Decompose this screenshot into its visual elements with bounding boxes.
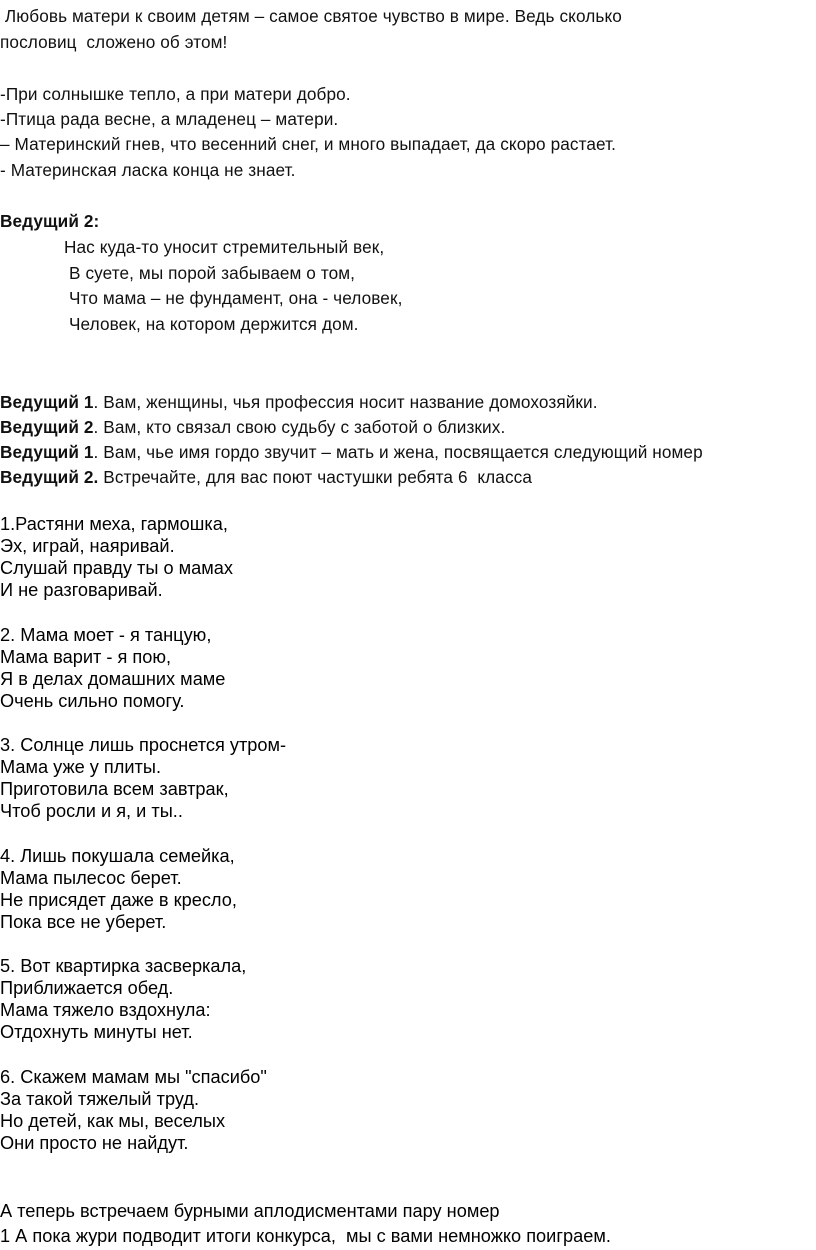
dialogue-text: Встречайте, для вас поют частушки ребята 6 класса	[98, 467, 533, 487]
proverb-line: – Материнский гнев, что весенний снег, и много выпадает, да скоро растает.	[0, 134, 617, 154]
dialogue-line	[0, 391, 598, 413]
verse-line: Мама пылесос берет.	[0, 868, 182, 888]
poem-line: В суете, мы порой забываем о том,	[69, 263, 356, 283]
proverb-line: -При солнышке тепло, а при матери добро.	[0, 84, 351, 104]
verse-line: Не присядет даже в кресло,	[0, 890, 237, 910]
poem-line: Что мама – не фундамент, она - человек,	[69, 288, 403, 308]
verse-line: Слушай правду ты о мамах	[0, 558, 234, 578]
host2-heading	[0, 210, 99, 232]
verse-line: Отдохнуть минуты нет.	[0, 1022, 193, 1042]
poem-line: Человек, на котором держится дом.	[69, 314, 359, 334]
verse-line: Мама уже у плиты.	[0, 757, 161, 777]
outro-line: 1 А пока жури подводит итоги конкурса, мы с вами немножко поиграем.	[0, 1226, 611, 1246]
verse-line: Очень сильно помогу.	[0, 691, 185, 711]
speaker-label: Ведущий 1	[0, 392, 94, 412]
verse-line: Эх, играй, наяривай.	[0, 536, 175, 556]
dialogue-text: . Вам, кто связал свою судьбу с заботой о близких.	[93, 417, 506, 437]
proverb-line: - Материнская ласка конца не знает.	[0, 160, 296, 180]
dialogue-text: . Вам, чье имя гордо звучит – мать и жена, посвящается следующий номер	[93, 442, 703, 462]
verse-line: Приближается обед.	[0, 978, 174, 998]
dialogue-line	[0, 416, 505, 438]
verse-line: 1.Растяни меха, гармошка,	[0, 514, 228, 534]
verse-line: Но детей, как мы, веселых	[0, 1111, 226, 1131]
verse-line: 4. Лишь покушала семейка,	[0, 846, 235, 866]
verse-line: Мама варит - я пою,	[0, 647, 172, 667]
proverb-line: -Птица рада весне, а младенец – матери.	[0, 109, 339, 129]
intro-line: Любовь матери к своим детям – самое святое чувство в мире. Ведь сколько	[0, 6, 622, 26]
outro-line: А теперь встречаем бурными аплодисментами пару номер	[0, 1201, 500, 1221]
verse-line: Я в делах домашних маме	[0, 669, 226, 689]
verse-line: Приготовила всем завтрак,	[0, 779, 229, 799]
verse-line: 6. Скажем мамам мы "спасибо"	[0, 1067, 267, 1087]
verse-line: За такой тяжелый труд.	[0, 1089, 200, 1109]
dialogue-line	[0, 466, 532, 488]
speaker-label: Ведущий 2.	[0, 467, 99, 487]
verse-line: Чтоб росли и я, и ты..	[0, 801, 183, 821]
speaker-label: Ведущий 1	[0, 442, 94, 462]
verse-line: И не разговаривай.	[0, 580, 163, 600]
verse-line: 3. Солнце лишь проснется утром-	[0, 735, 287, 755]
intro-line: пословиц сложено об этом!	[0, 32, 228, 52]
dialogue-line	[0, 441, 703, 463]
verse-line: 5. Вот квартирка засверкала,	[0, 956, 247, 976]
verse-line: Мама тяжело вздохнула:	[0, 1000, 211, 1020]
poem-line: Нас куда-то уносит стремительный век,	[64, 237, 385, 257]
verse-line: 2. Мама моет - я танцую,	[0, 625, 212, 645]
speaker-label: Ведущий 2	[0, 417, 94, 437]
host2-label: Ведущий 2:	[0, 211, 100, 231]
verse-line: Они просто не найдут.	[0, 1133, 189, 1153]
dialogue-text: . Вам, женщины, чья профессия носит название домохозяйки.	[93, 392, 598, 412]
verse-line: Пока все не уберет.	[0, 912, 167, 932]
